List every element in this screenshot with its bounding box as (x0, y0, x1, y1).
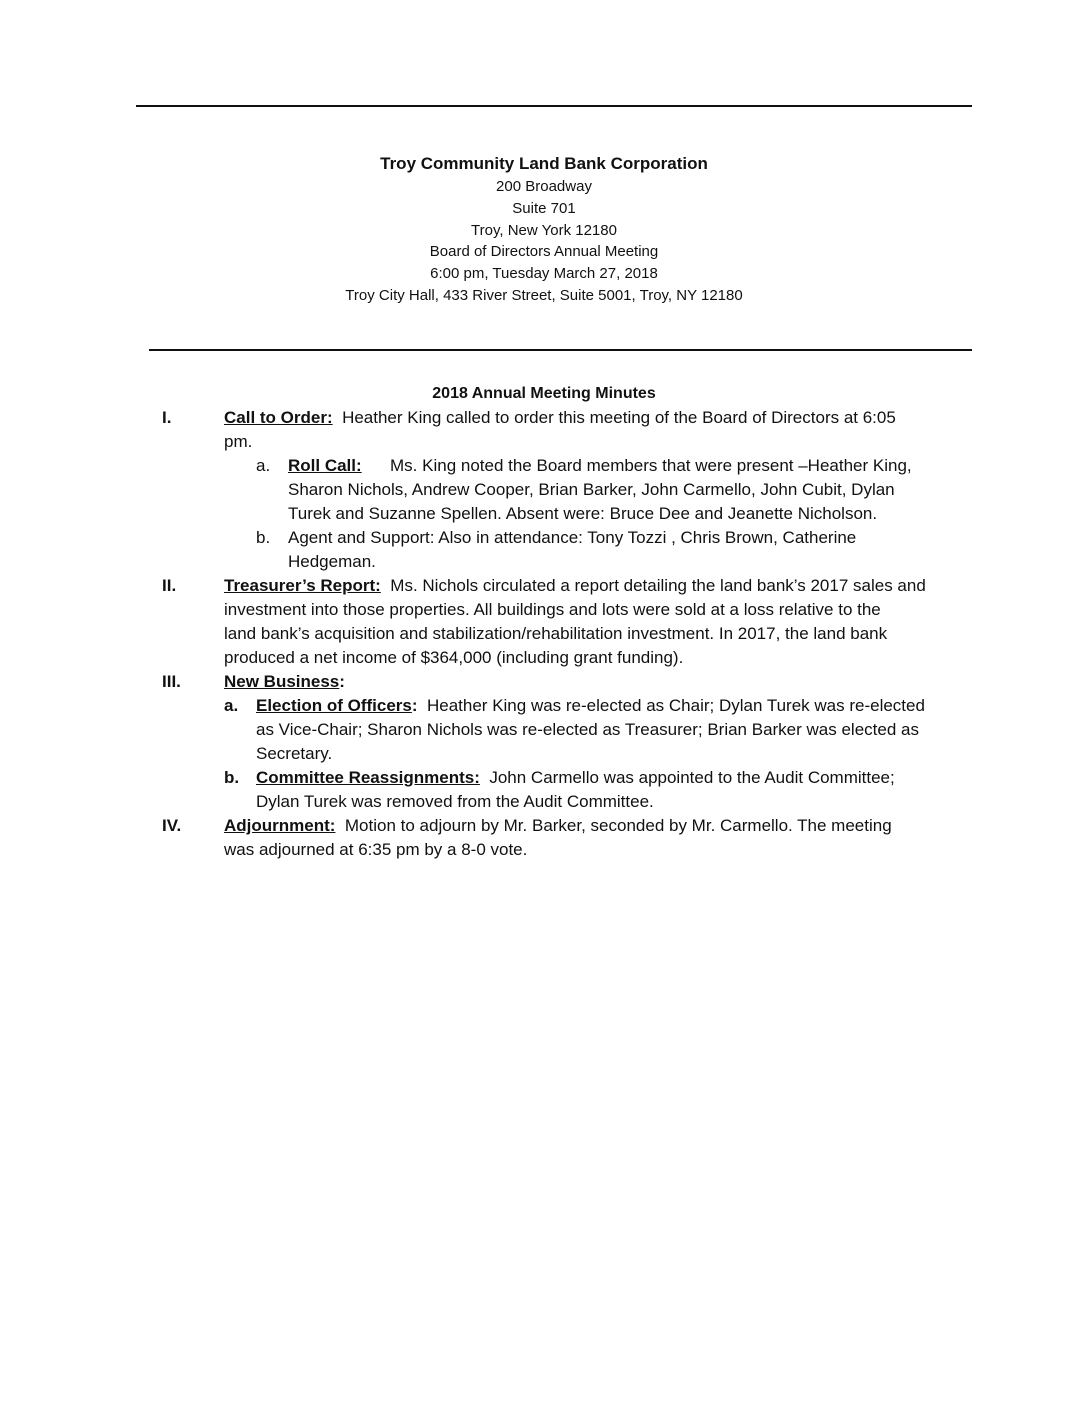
subitem-text-line: Sharon Nichols, Andrew Cooper, Brian Barker, John Carmello, John Cubit, Dylan (288, 480, 895, 499)
subitem-text: Ms. King noted the Board members that were present –Heather King, (361, 456, 912, 475)
section-heading-colon: : (339, 672, 345, 691)
section-numeral: III. (162, 672, 181, 691)
subitem-text: John Carmello was appointed to the Audit Committee; (479, 768, 895, 787)
meeting-name: Board of Directors Annual Meeting (429, 243, 659, 261)
subitem-text-line: Turek and Suzanne Spellen. Absent were: Bruce Dee and Jeanette Nicholson. (288, 504, 878, 523)
section-heading: New Business (224, 672, 340, 691)
document-header (0, 152, 1088, 307)
section-text: Motion to adjourn by Mr. Barker, seconded by Mr. Carmello. The meeting (335, 816, 892, 835)
subitem-text-line: Agent and Support: Also in attendance: Tony Tozzi , Chris Brown, Catherine (288, 528, 857, 547)
section-text-line: was adjourned at 6:35 pm by a 8-0 vote. (224, 840, 528, 859)
subitem-text-line: Hedgeman. (288, 552, 376, 571)
organization-name: Troy Community Land Bank Corporation (380, 154, 708, 173)
top-divider (136, 105, 972, 107)
subitem-text-line: Dylan Turek was removed from the Audit Committee. (256, 792, 654, 811)
subitem-text: Heather King was re-elected as Chair; Dylan Turek was re-elected (417, 696, 925, 715)
section-text: Heather King called to order this meeting of the Board of Directors at 6:05 (332, 408, 896, 427)
bottom-divider (149, 349, 972, 351)
meeting-location: Troy City Hall, 433 River Street, Suite 5001, Troy, NY 12180 (345, 286, 743, 304)
minutes-title: 2018 Annual Meeting Minutes (432, 385, 656, 402)
section-numeral: I. (162, 408, 172, 427)
subitem-text-line: Secretary. (256, 744, 333, 763)
subitem-heading-colon: : (411, 696, 418, 715)
city-line: Troy, New York 12180 (471, 221, 617, 239)
subitem-heading: Roll Call: (288, 456, 362, 475)
address-line-1: 200 Broadway (496, 178, 592, 195)
subitem-heading: Committee Reassignments: (256, 768, 480, 787)
subitem-letter: b. (256, 528, 271, 547)
section-text-line: produced a net income of $364,000 (including grant funding). (224, 648, 684, 667)
meeting-datetime: 6:00 pm, Tuesday March 27, 2018 (430, 265, 658, 283)
section-text-line: investment into those properties. All buildings and lots were sold at a loss relative to the (224, 600, 881, 619)
section-text-cont: pm. (224, 432, 253, 451)
subitem-letter: a. (224, 696, 239, 715)
address-line-2: Suite 701 (512, 199, 576, 217)
section-heading: Treasurer’s Report: (224, 576, 381, 595)
section-heading: Call to Order: (224, 408, 333, 427)
subitem-letter: a. (256, 456, 271, 475)
subitem-text-line: as Vice-Chair; Sharon Nichols was re-elected as Treasurer; Brian Barker was elected as (256, 720, 919, 739)
subitem-letter: b. (224, 768, 240, 787)
section-numeral: IV. (162, 816, 182, 835)
subitem-heading: Election of Officers (256, 696, 412, 715)
section-text: Ms. Nichols circulated a report detailing the land bank’s 2017 sales and (380, 576, 926, 595)
section-numeral: II. (162, 576, 177, 595)
section-heading: Adjournment: (224, 816, 336, 835)
section-text-line: land bank’s acquisition and stabilization/rehabilitation investment. In 2017, the land bank (224, 624, 888, 643)
